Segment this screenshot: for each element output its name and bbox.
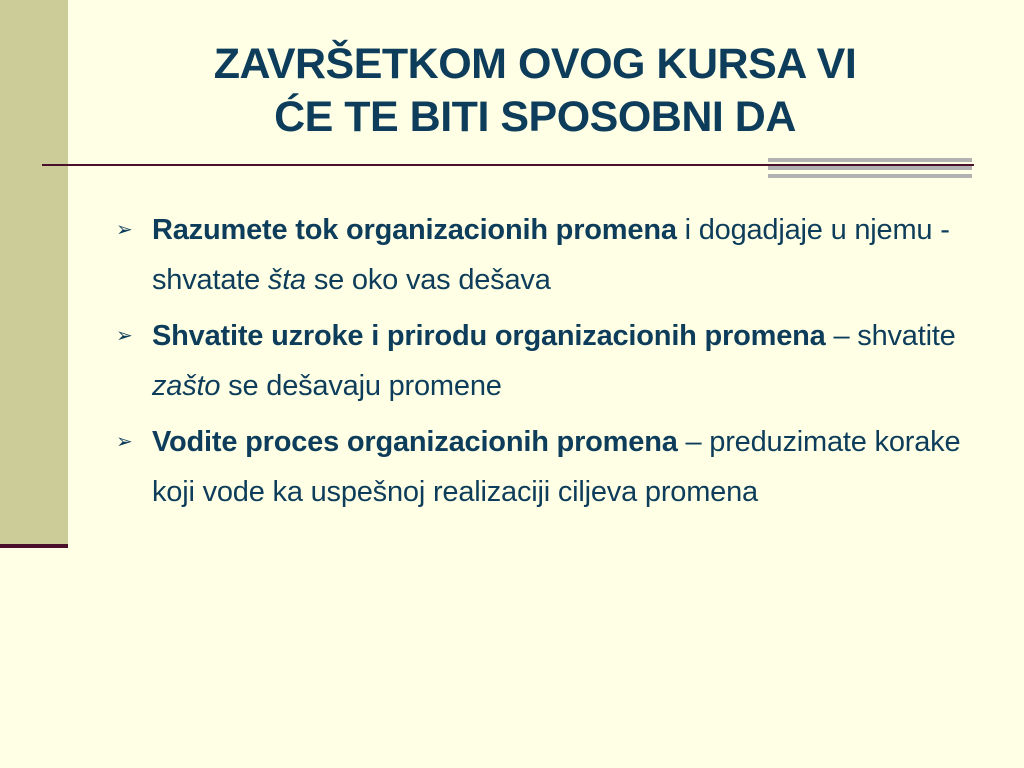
accent-bar-1	[768, 158, 972, 162]
arrowhead-bullet-icon: ➢	[116, 431, 133, 453]
bullet-2-text-a: – shvatite	[825, 320, 956, 352]
bullet-3-text-a: – preduzimate korake koji vode ka uspešnoj realizaciji ciljeva promena	[152, 426, 961, 508]
left-band-rule	[0, 544, 68, 548]
slide-title-line-1: ZAVRŠETKOM OVOG KURSA VI	[213, 40, 857, 88]
bullet-item-understand	[114, 205, 964, 305]
bullet-1-italic: šta	[267, 264, 306, 296]
bullet-2-italic: zašto	[152, 370, 221, 402]
bullet-1-text-b: se oko vas dešava	[305, 264, 551, 296]
bullet-item-causes	[114, 311, 964, 411]
bullet-3-bold: Vodite proces organizacionih promena	[152, 426, 678, 458]
bullet-1-text-a: i dogadjaje u njemu - shvatate	[152, 214, 950, 296]
left-decorative-band	[0, 0, 68, 546]
bullet-2-text-b: se dešavaju promene	[220, 370, 502, 402]
arrowhead-bullet-icon: ➢	[116, 219, 133, 241]
bullet-2-bold: Shvatite uzroke i prirodu organizacionih promena	[152, 320, 826, 352]
arrowhead-bullet-icon: ➢	[116, 325, 133, 347]
slide-title-line-2: ĆE TE BITI SPOSOBNI DA	[274, 93, 796, 141]
bullet-item-lead-process	[114, 417, 964, 517]
slide-title	[90, 38, 980, 144]
accent-bar-3	[768, 174, 972, 178]
bullet-list	[114, 205, 964, 523]
accent-bar-2	[768, 166, 972, 170]
bullet-1-bold: Razumete tok organizacionih promena	[152, 214, 677, 246]
